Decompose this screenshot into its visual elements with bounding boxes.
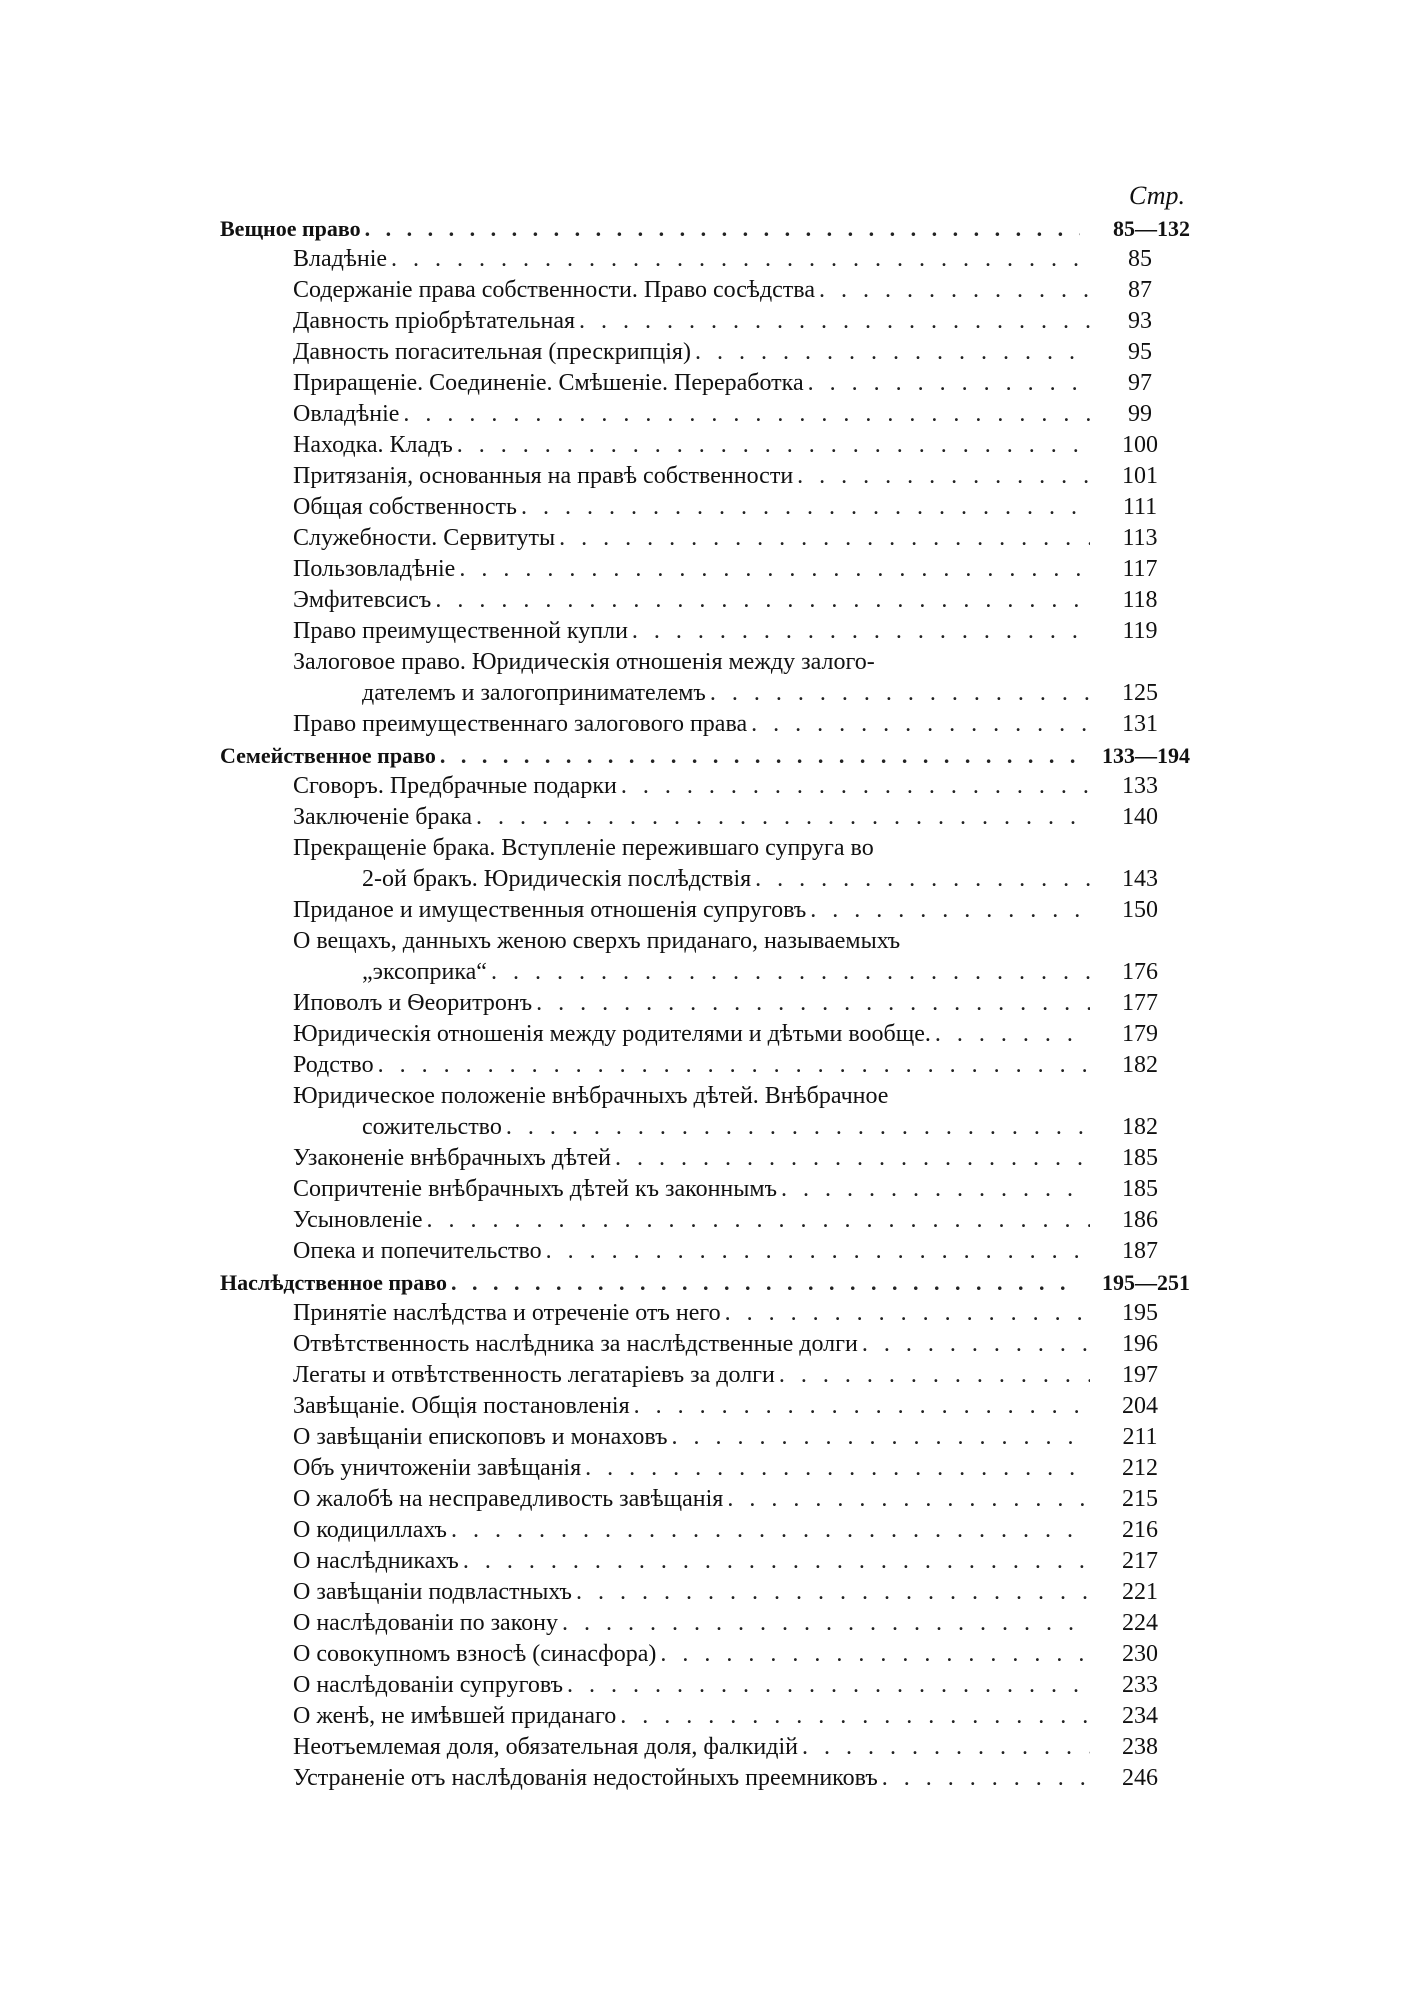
toc-entry [220,1143,1190,1174]
leader-dots [819,275,1090,306]
leader-dots [797,461,1090,492]
entry-title: Право преимущественнаго залогового права [293,711,748,737]
entry-title: 2-ой бракъ. Юридическія послѣдствія [362,866,752,892]
entry-title: Давность пріобрѣтательная [293,308,576,334]
toc-section-heading [220,740,1190,771]
toc-entry [220,1732,1190,1763]
toc-entry [220,709,1190,740]
leader-dots [391,244,1090,275]
entry-title: О завѣщаніи епископовъ и монаховъ [293,1424,668,1450]
entry-title: сожительство [362,1114,502,1140]
entry-title: Владѣніе [293,246,388,272]
toc-entry [220,1360,1190,1391]
toc-entry [220,1701,1190,1732]
leader-dots [451,1267,1080,1298]
leader-dots [365,213,1080,244]
entry-page-number: 113 [1122,525,1158,551]
entry-page-number: 216 [1122,1517,1158,1543]
toc-entry [220,1329,1190,1360]
toc-entry [220,368,1190,399]
entry-title: Притязанія, основанныя на правѣ собственности [293,463,794,489]
entry-page-number: 204 [1122,1393,1158,1419]
entry-page-number: 217 [1122,1548,1158,1574]
entry-title: Эмфитевсисъ [293,587,432,613]
toc-section-heading [220,1267,1190,1298]
toc-entry [220,1453,1190,1484]
leader-dots [802,1732,1090,1763]
entry-title: Содержаніе права собственности. Право сосѣдства [293,277,815,303]
toc-entry [220,306,1190,337]
entry-title: О наслѣдованіи по закону [293,1610,558,1636]
entry-page-number: 150 [1122,897,1158,923]
toc-entry [220,647,1190,678]
entry-page-number: 230 [1122,1641,1158,1667]
leader-dots [521,492,1090,523]
entry-page-number: 97 [1128,370,1152,396]
toc-entry [220,1174,1190,1205]
entry-title: дателемъ и залогопринимателемъ [362,680,706,706]
toc-entry [220,430,1190,461]
entry-title: Семейственное право [220,743,436,768]
leader-dots [808,368,1090,399]
toc-entry [220,1298,1190,1329]
entry-title: Овладѣніе [293,401,400,427]
entry-title: О женѣ, не имѣвшей приданаго [293,1703,617,1729]
toc-entry [220,1639,1190,1670]
entry-page-number: 85—132 [1113,216,1190,241]
entry-page-number: 224 [1122,1610,1158,1636]
toc-entry [220,1112,1190,1143]
toc-entry [220,678,1190,709]
toc-entry [220,1422,1190,1453]
entry-page-number: 185 [1122,1176,1158,1202]
toc-entry [220,1205,1190,1236]
leader-dots [725,1298,1090,1329]
leader-dots [378,1050,1090,1081]
leader-dots [660,1639,1090,1670]
entry-page-number: 246 [1122,1765,1158,1791]
entry-title: Приращеніе. Соединеніе. Смѣшеніе. Переработка [293,370,804,396]
toc-entry [220,1546,1190,1577]
entry-title: Принятіе наслѣдства и отреченіе отъ него [293,1300,721,1326]
leader-dots [476,802,1090,833]
leader-dots [463,1546,1090,1577]
entry-title: Устраненіе отъ наслѣдованія недостойныхъ преемниковъ [293,1765,878,1791]
toc-entries [220,213,1190,1794]
entry-page-number: 101 [1122,463,1158,489]
entry-page-number: 125 [1122,680,1158,706]
toc-entry [220,1670,1190,1701]
entry-page-number: 117 [1122,556,1158,582]
entry-title: Прекращеніе брака. Вступленіе пережившаго супруга во [293,835,874,861]
entry-page-number: 95 [1128,339,1152,365]
toc-entry [220,988,1190,1019]
entry-page-number: 212 [1122,1455,1158,1481]
toc-entry [220,1236,1190,1267]
entry-page-number: 119 [1122,618,1158,644]
page-column-label: Стр. [1129,181,1185,210]
toc-entry [220,244,1190,275]
leader-dots [506,1112,1090,1143]
entry-title: Заключеніе брака [293,804,473,830]
entry-title: Легаты и отвѣтственность легатаріевъ за долги [293,1362,775,1388]
entry-title: О наслѣдникахъ [293,1548,459,1574]
entry-title: Завѣщаніе. Общія постановленія [293,1393,630,1419]
entry-title: Сопричтеніе внѣбрачныхъ дѣтей къ законнымъ [293,1176,777,1202]
leader-dots [559,523,1090,554]
entry-title: Опека и попечительство [293,1238,542,1264]
toc-entry [220,1019,1190,1050]
entry-page-number: 233 [1122,1672,1158,1698]
table-of-contents [220,178,1190,1794]
toc-entry [220,523,1190,554]
leader-dots [882,1763,1090,1794]
entry-page-number: 179 [1122,1021,1158,1047]
toc-section-heading [220,213,1190,244]
entry-title: Сговоръ. Предбрачные подарки [293,773,617,799]
toc-entry [220,1050,1190,1081]
entry-page-number: 234 [1122,1703,1158,1729]
entry-page-number: 99 [1128,401,1152,427]
leader-dots [751,709,1090,740]
entry-page-number: 177 [1122,990,1158,1016]
toc-entry [220,802,1190,833]
entry-page-number: 195 [1122,1300,1158,1326]
leader-dots [536,988,1090,1019]
leader-dots [621,771,1090,802]
leader-dots [576,1577,1090,1608]
leader-dots [779,1360,1090,1391]
entry-title: О кодициллахъ [293,1517,447,1543]
leader-dots [562,1608,1090,1639]
entry-title: Иповолъ и Ѳеоритронъ [293,990,533,1016]
toc-entry [220,616,1190,647]
entry-title: О жалобѣ на несправедливость завѣщанія [293,1486,724,1512]
entry-page-number: 87 [1128,277,1152,303]
toc-entry [220,1081,1190,1112]
leader-dots [620,1701,1090,1732]
toc-entry [220,833,1190,864]
entry-page-number: 196 [1122,1331,1158,1357]
toc-entry [220,895,1190,926]
leader-dots [632,616,1090,647]
entry-page-number: 186 [1122,1207,1158,1233]
entry-title: О совокупномъ взносѣ (синасфора) [293,1641,657,1667]
leader-dots [451,1515,1090,1546]
leader-dots [615,1143,1090,1174]
leader-dots [935,1019,1090,1050]
toc-entry [220,1608,1190,1639]
entry-title: Юридическое положеніе внѣбрачныхъ дѣтей. Внѣбрачное [293,1083,889,1109]
entry-title: Родство [293,1052,374,1078]
entry-page-number: 133 [1122,773,1158,799]
leader-dots [695,337,1090,368]
entry-page-number: 131 [1122,711,1158,737]
toc-entry [220,585,1190,616]
entry-title: Приданое и имущественныя отношенія супруговъ [293,897,807,923]
entry-title: Неотъемлемая доля, обязательная доля, фалкидій [293,1734,798,1760]
entry-title: Залоговое право. Юридическія отношенія между залого- [293,649,875,675]
entry-page-number: 176 [1122,959,1158,985]
entry-title: Юридическія отношенія между родителями и дѣтьми вообще. [293,1021,931,1047]
toc-entry [220,1763,1190,1794]
leader-dots [727,1484,1090,1515]
leader-dots [579,306,1090,337]
toc-entry [220,492,1190,523]
entry-page-number: 133—194 [1102,743,1190,768]
toc-entry [220,554,1190,585]
toc-entry [220,864,1190,895]
entry-page-number: 238 [1122,1734,1158,1760]
leader-dots [459,554,1090,585]
entry-title: Находка. Кладъ [293,432,453,458]
leader-dots [435,585,1090,616]
toc-entry [220,957,1190,988]
toc-entry [220,461,1190,492]
toc-entry [220,275,1190,306]
toc-entry [220,337,1190,368]
entry-title: Объ уничтоженіи завѣщанія [293,1455,582,1481]
entry-page-number: 143 [1122,866,1158,892]
toc-entry [220,771,1190,802]
toc-entry [220,1484,1190,1515]
leader-dots [781,1174,1090,1205]
leader-dots [755,864,1090,895]
entry-page-number: 187 [1122,1238,1158,1264]
leader-dots [427,1205,1090,1236]
entry-page-number: 118 [1122,587,1158,613]
entry-title: Наслѣдственное право [220,1270,448,1295]
toc-entry [220,399,1190,430]
toc-entry [220,1577,1190,1608]
entry-title: О вещахъ, данныхъ женою сверхъ приданаго, называемыхъ [293,928,901,954]
entry-page-number: 111 [1122,494,1158,520]
entry-title: О наслѣдованіи супруговъ [293,1672,563,1698]
entry-page-number: 221 [1122,1579,1158,1605]
entry-title: Право преимущественной купли [293,618,628,644]
toc-entry [220,1391,1190,1422]
entry-title: Служебности. Сервитуты [293,525,556,551]
entry-page-number: 85 [1128,246,1152,272]
leader-dots [491,957,1090,988]
leader-dots [440,740,1080,771]
leader-dots [672,1422,1091,1453]
entry-title: „эксоприка“ [362,959,487,985]
leader-dots [634,1391,1090,1422]
toc-entry [220,1515,1190,1546]
leader-dots [546,1236,1090,1267]
entry-page-number: 197 [1122,1362,1158,1388]
entry-page-number: 182 [1122,1114,1158,1140]
leader-dots [585,1453,1090,1484]
leader-dots [710,678,1090,709]
entry-title: Давность погасительная (прескрипція) [293,339,691,365]
entry-title: О завѣщаніи подвластныхъ [293,1579,572,1605]
entry-title: Усыновленіе [293,1207,423,1233]
leader-dots [403,399,1090,430]
entry-page-number: 93 [1128,308,1152,334]
entry-title: Вещное право [220,216,361,241]
entry-page-number: 100 [1122,432,1158,458]
entry-title: Узаконеніе внѣбрачныхъ дѣтей [293,1145,611,1171]
entry-page-number: 195—251 [1102,1270,1190,1295]
leader-dots [810,895,1090,926]
entry-page-number: 185 [1122,1145,1158,1171]
entry-page-number: 215 [1122,1486,1158,1512]
toc-entry [220,926,1190,957]
entry-page-number: 140 [1122,804,1158,830]
entry-page-number: 211 [1122,1424,1158,1450]
entry-title: Отвѣтственность наслѣдника за наслѣдственные долги [293,1331,858,1357]
entry-title: Пользовладѣніе [293,556,456,582]
leader-dots [862,1329,1090,1360]
leader-dots [457,430,1090,461]
entry-title: Общая собственность [293,494,517,520]
leader-dots [567,1670,1090,1701]
entry-page-number: 182 [1122,1052,1158,1078]
